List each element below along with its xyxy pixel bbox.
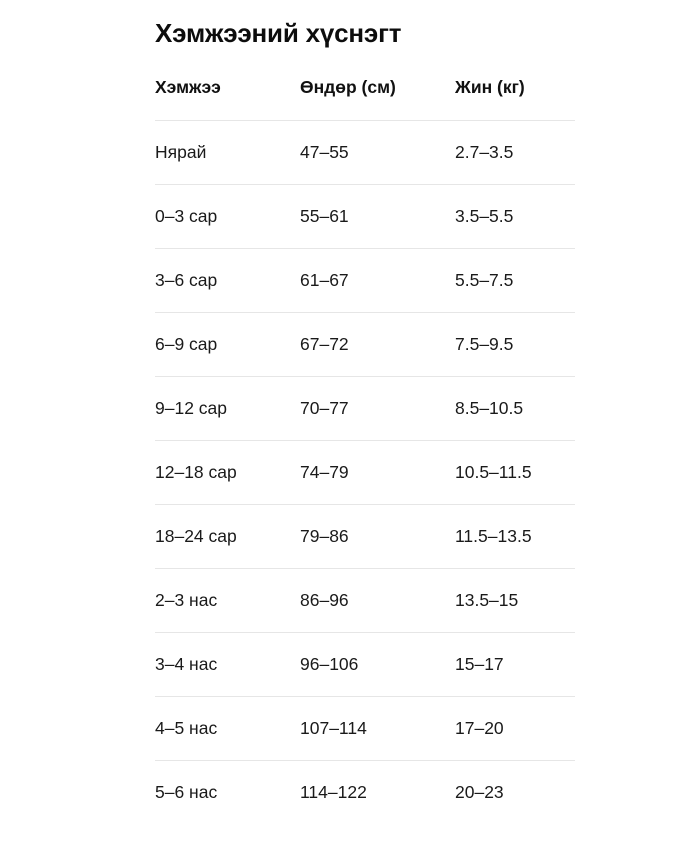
cell-height: 67–72	[300, 313, 455, 377]
cell-size: 5–6 нас	[155, 761, 300, 825]
cell-weight: 15–17	[455, 633, 575, 697]
column-header-height: Өндөр (см)	[300, 77, 396, 98]
cell-size: Нярай	[155, 121, 300, 185]
table-row	[155, 569, 575, 633]
cell-weight: 13.5–15	[455, 569, 575, 633]
table-body	[155, 121, 575, 825]
cell-height: 61–67	[300, 249, 455, 313]
cell-height: 79–86	[300, 505, 455, 569]
cell-height: 86–96	[300, 569, 455, 633]
table-row	[155, 185, 575, 249]
cell-height: 107–114	[300, 697, 455, 761]
column-header-size: Хэмжээ	[155, 77, 221, 98]
table-row	[155, 697, 575, 761]
cell-size: 3–6 сар	[155, 249, 300, 313]
table-header	[155, 77, 575, 121]
cell-weight: 3.5–5.5	[455, 185, 575, 249]
cell-height: 70–77	[300, 377, 455, 441]
cell-weight: 17–20	[455, 697, 575, 761]
cell-weight: 2.7–3.5	[455, 121, 575, 185]
table-row	[155, 377, 575, 441]
cell-size: 3–4 нас	[155, 633, 300, 697]
cell-weight: 5.5–7.5	[455, 249, 575, 313]
cell-size: 4–5 нас	[155, 697, 300, 761]
page-title: Хэмжээний хүснэгт	[155, 18, 402, 48]
table-row	[155, 505, 575, 569]
cell-weight: 20–23	[455, 761, 575, 825]
cell-height: 96–106	[300, 633, 455, 697]
cell-height: 74–79	[300, 441, 455, 505]
cell-weight: 7.5–9.5	[455, 313, 575, 377]
cell-height: 55–61	[300, 185, 455, 249]
cell-size: 6–9 сар	[155, 313, 300, 377]
cell-height: 114–122	[300, 761, 455, 825]
cell-weight: 8.5–10.5	[455, 377, 575, 441]
cell-size: 12–18 сар	[155, 441, 300, 505]
table-row	[155, 313, 575, 377]
cell-weight: 11.5–13.5	[455, 505, 575, 569]
cell-size: 9–12 сар	[155, 377, 300, 441]
cell-size: 2–3 нас	[155, 569, 300, 633]
cell-size: 18–24 сар	[155, 505, 300, 569]
cell-weight: 10.5–11.5	[455, 441, 575, 505]
cell-height: 47–55	[300, 121, 455, 185]
table-row	[155, 441, 575, 505]
table-header-row	[155, 77, 575, 121]
table-row	[155, 633, 575, 697]
table-row	[155, 249, 575, 313]
column-header-weight: Жин (кг)	[455, 77, 525, 98]
cell-size: 0–3 сар	[155, 185, 300, 249]
table-row	[155, 121, 575, 185]
table-row	[155, 761, 575, 825]
size-chart-table	[155, 77, 575, 824]
